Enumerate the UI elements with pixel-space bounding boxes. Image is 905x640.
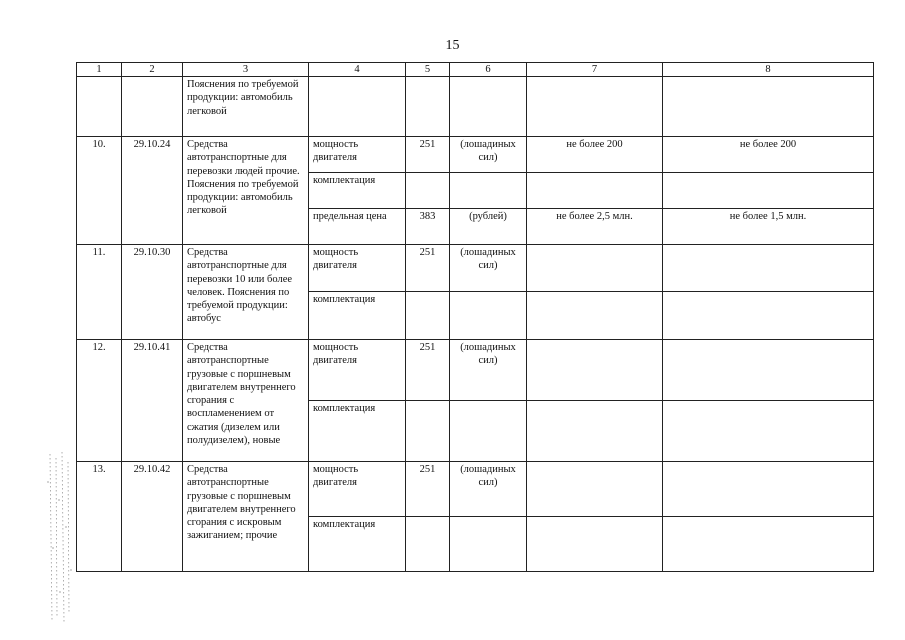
- row-number: 12.: [77, 340, 122, 462]
- column-header-3: 3: [183, 63, 309, 77]
- table-row: [77, 340, 874, 401]
- cell-empty: [122, 77, 183, 137]
- okpd-code: 29.10.30: [122, 245, 183, 340]
- cell-empty: [309, 77, 406, 137]
- value-col8: не более 200: [663, 137, 874, 173]
- table-row: [77, 137, 874, 173]
- value-col7: [527, 340, 663, 401]
- product-name-cell: Средства автотранспортные для перевозки людей прочие. Пояснения по требуемой продукции: автомобиль легковой: [183, 137, 309, 245]
- unit-name: (лошадиных сил): [450, 245, 527, 292]
- characteristic-name: мощность двигателя: [309, 340, 406, 401]
- product-name-cell: Средства автотранспортные грузовые с поршневым двигателем внутреннего сгорания с воспламенением от сжатия (дизелем или полудизелем), новые: [183, 340, 309, 462]
- unit-name: [450, 292, 527, 340]
- unit-name: (лошадиных сил): [450, 462, 527, 517]
- cell-empty: [527, 77, 663, 137]
- row-number: 11.: [77, 245, 122, 340]
- column-header-4: 4: [309, 63, 406, 77]
- value-col7: [527, 245, 663, 292]
- okei-code: 383: [406, 209, 450, 245]
- okei-code: [406, 401, 450, 462]
- cell-empty: [663, 77, 874, 137]
- value-col8: [663, 462, 874, 517]
- characteristic-name: мощность двигателя: [309, 462, 406, 517]
- value-col8: не более 1,5 млн.: [663, 209, 874, 245]
- row-number: 13.: [77, 462, 122, 572]
- column-header-5: 5: [406, 63, 450, 77]
- row-number: 10.: [77, 137, 122, 245]
- value-col7: [527, 292, 663, 340]
- page-number: 15: [445, 38, 460, 53]
- okei-code: [406, 517, 450, 572]
- value-col7: не более 2,5 млн.: [527, 209, 663, 245]
- unit-name: (лошадиных сил): [450, 137, 527, 173]
- column-header-8: 8: [663, 63, 874, 77]
- table-row: [77, 462, 874, 517]
- product-name-cell: Пояснения по требуемой продукции: автомобиль легковой: [183, 77, 309, 137]
- okei-code: [406, 173, 450, 209]
- characteristic-name: комплектация: [309, 517, 406, 572]
- unit-name: (лошадиных сил): [450, 340, 527, 401]
- table-header-row: [77, 63, 874, 77]
- unit-name: [450, 517, 527, 572]
- column-header-2: 2: [122, 63, 183, 77]
- cell-empty: [406, 77, 450, 137]
- table-row-continued: [77, 77, 874, 137]
- value-col7: [527, 517, 663, 572]
- column-header-7: 7: [527, 63, 663, 77]
- product-name-cell: Средства автотранспортные для перевозки 10 или более человек. Пояснения по требуемой продукции: автобус: [183, 245, 309, 340]
- value-col8: [663, 517, 874, 572]
- characteristic-name: мощность двигателя: [309, 245, 406, 292]
- cell-empty: [450, 77, 527, 137]
- value-col7: [527, 173, 663, 209]
- okei-code: 251: [406, 245, 450, 292]
- requirements-table: [76, 62, 874, 572]
- value-col7: не более 200: [527, 137, 663, 173]
- okpd-code: 29.10.41: [122, 340, 183, 462]
- value-col8: [663, 340, 874, 401]
- okei-code: [406, 292, 450, 340]
- okei-code: 251: [406, 137, 450, 173]
- value-col8: [663, 245, 874, 292]
- okpd-code: 29.10.42: [122, 462, 183, 572]
- unit-name: [450, 401, 527, 462]
- characteristic-name: комплектация: [309, 173, 406, 209]
- okei-code: 251: [406, 462, 450, 517]
- product-name-cell: Средства автотранспортные грузовые с поршневым двигателем внутреннего сгорания с искровым зажиганием; прочие: [183, 462, 309, 572]
- characteristic-name: мощность двигателя: [309, 137, 406, 173]
- column-header-1: 1: [77, 63, 122, 77]
- value-col7: [527, 401, 663, 462]
- characteristic-name: предельная цена: [309, 209, 406, 245]
- table-row: [77, 245, 874, 292]
- characteristic-name: комплектация: [309, 401, 406, 462]
- characteristic-name: комплектация: [309, 292, 406, 340]
- okpd-code: 29.10.24: [122, 137, 183, 245]
- value-col7: [527, 462, 663, 517]
- unit-name: (рублей): [450, 209, 527, 245]
- margin-scan-marks: [44, 452, 74, 622]
- cell-empty: [77, 77, 122, 137]
- unit-name: [450, 173, 527, 209]
- column-header-6: 6: [450, 63, 527, 77]
- value-col8: [663, 401, 874, 462]
- value-col8: [663, 292, 874, 340]
- value-col8: [663, 173, 874, 209]
- okei-code: 251: [406, 340, 450, 401]
